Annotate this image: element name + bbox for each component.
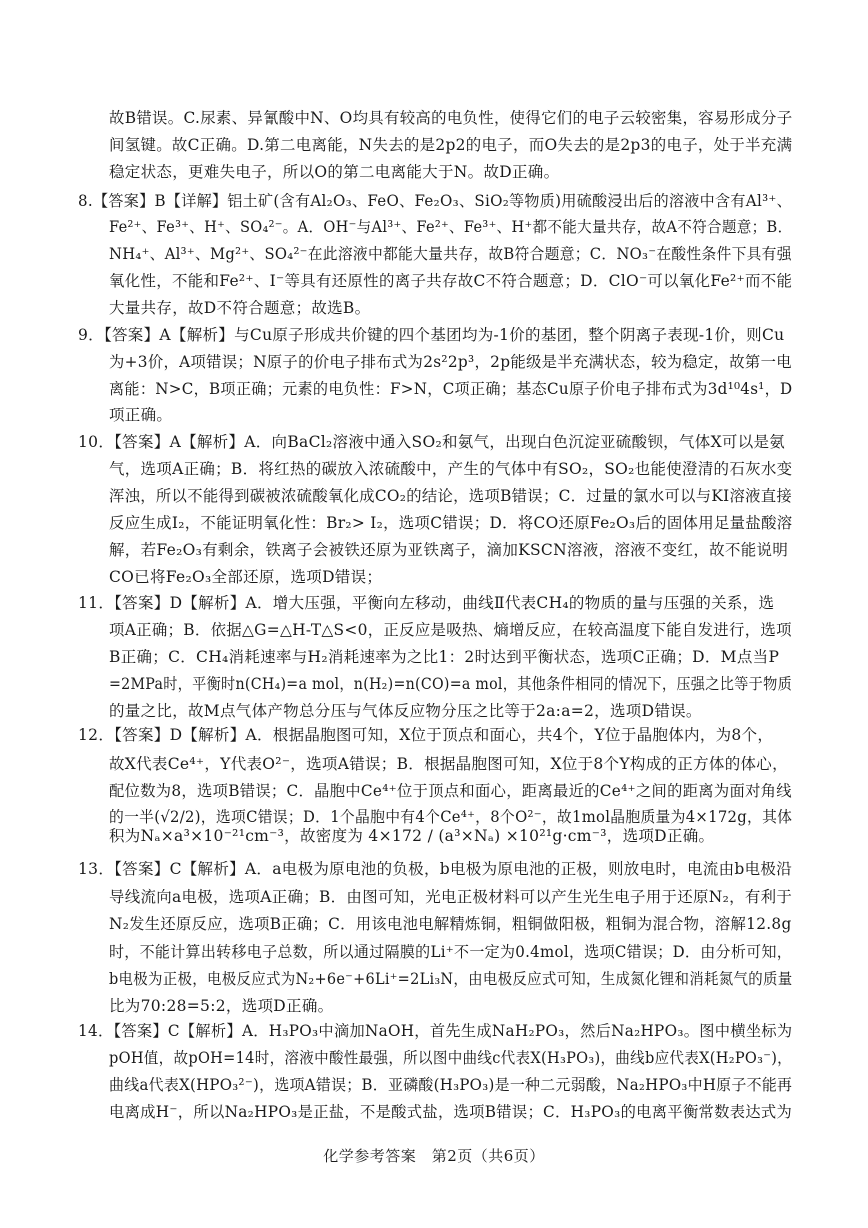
text-line: 导线流向a电极，选项A正确；B．由图可知，光电正极材料可以产生光生电子用于还原N₂，有利于: [109, 888, 793, 906]
text-line: 气，选项A正确；B．将红热的碳放入浓硫酸中，产生的气体中有SO₂，SO₂也能使澄清的石灰水变: [109, 460, 793, 478]
text-line: 氧化性，不能和Fe²⁺、I⁻等具有还原性的离子共存故C不符合题意；D．ClO⁻可以氧化Fe²⁺而不能: [109, 272, 793, 290]
text-line: 14．【答案】C【解析】A．H₃PO₃中滴加NaOH，首先生成NaH₂PO₃，然后Na₂HPO₃。图中横坐标为: [78, 1022, 793, 1040]
text-line: CO已将Fe₂O₃全部还原，选项D错误；: [109, 568, 383, 586]
text-line: 故B错误。C.尿素、异氰酸中N、O均具有较高的电负性，使得它们的电子云较密集，容易形成分子: [109, 109, 793, 127]
text-line: NH₄⁺、Al³⁺、Mg²⁺、SO₄²⁻在此溶液中都能大量共存，故B符合题意；C．NO₃⁻在酸性条件下具有强: [109, 245, 792, 263]
text-line: 故X代表Ce⁴⁺，Y代表O²⁻，选项A错误；B．根据晶胞图可知，X位于8个Y构成的正方体的体心，: [109, 755, 788, 773]
text-line: N₂发生还原反应，选项B正确；C．用该电池电解精炼铜，粗铜做阳极，粗铜为混合物，溶解12.8g: [109, 915, 792, 933]
text-line: 项正确。: [109, 406, 173, 424]
text-line: =2MPa时，平衡时n(CH₄)=a mol，n(H₂)=n(CO)=a mol，其他条件相同的情况下，压强之比等于物质: [109, 675, 793, 693]
text-line: 13．【答案】C【解析】A．a电极为原电池的负极，b电极为原电池的正极，则放电时，电流由b电极沿: [78, 860, 793, 878]
text-line: 12．【答案】D【解析】A．根据晶胞图可知，X位于顶点和面心，共4个，Y位于晶胞体内，为8个，: [78, 726, 774, 744]
text-line: 的量之比，故M点气体产物总分压与气体反应物分压之比等于2a:a=2，选项D错误。: [109, 702, 702, 720]
text-line: 反应生成I₂，不能证明氧化性：Br₂> I₂，选项C错误；D．将CO还原Fe₂O₃后的固体用足量盐酸溶: [109, 514, 793, 532]
text-line: 浑浊，所以不能得到碳被浓硫酸氧化成CO₂的结论，选项B错误；C．过量的氯水可以与KI溶液直接: [109, 487, 793, 505]
text-line: 曲线a代表X(HPO₃²⁻)，选项A错误；B．亚磷酸(H₃PO₃)是一种二元弱酸，Na₂HPO₃中H原子不能再: [109, 1076, 793, 1094]
text-line: 的一半(√2/2)，选项C错误；D．1个晶胞中有4个Ce⁴⁺，8个O²⁻，故1mol晶胞质量为4×172g，其体: [109, 808, 793, 826]
text-line: 比为70:28=5:2，选项D正确。: [109, 997, 334, 1015]
text-line: 时，不能计算出转移电子总数，所以通过隔膜的Li⁺不一定为0.4mol，选项C错误；D．由分析可知，: [109, 943, 793, 961]
text-line: 项A正确；B．依据△G=△H-T△S<0，正反应是吸热、熵增反应，在较高温度下能自发进行，选项: [109, 621, 792, 639]
text-line: 8.【答案】B【详解】铝土矿(含有Al₂O₃、FeO、Fe₂O₃、SiO₂等物质)用硫酸浸出后的溶液中含有Al³⁺、: [78, 192, 793, 210]
text-line: 9．【答案】A【解析】与Cu原子形成共价键的四个基团均为-1价的基团，整个阴离子表现-1价，则Cu: [78, 326, 785, 344]
text-line: 电离成H⁻，所以Na₂HPO₃是正盐，不是酸式盐，选项B错误；C．H₃PO₃的电离平衡常数表达式为: [109, 1103, 793, 1121]
text-line: 为+3价，A项错误；N原子的价电子排布式为2s²2p³，2p能级是半充满状态，较为稳定，故第一电: [109, 353, 792, 371]
text-line: 大量共存，故D不符合题意；故选B。: [109, 299, 371, 317]
text-line: 稳定状态，更难失电子，所以O的第二电离能大于N。故D正确。: [109, 163, 560, 181]
text-line: 间氢键。故C正确。D.第二电离能，N失去的是2p2的电子，而O失去的是2p3的电子，处于半充满: [109, 136, 793, 154]
text-line: 离能：N>C，B项正确；元素的电负性：F>N，C项正确；基态Cu原子价电子排布式为3d¹⁰4s¹，D: [109, 380, 793, 398]
text-line: B正确；C．CH₄消耗速率与H₂消耗速率为之比1：2时达到平衡状态，选项C正确；D．M点当P: [109, 648, 780, 666]
text-line: Fe²⁺、Fe³⁺、H⁺、SO₄²⁻。A．OH⁻与Al³⁺、Fe²⁺、Fe³⁺、H⁺都不能大量共存，故A不符合题意；B．: [109, 218, 793, 236]
text-line: 解，若Fe₂O₃有剩余，铁离子会被铁还原为亚铁离子，滴加KSCN溶液，溶液不变红，故不能说明: [109, 541, 789, 559]
text-line: b电极为正极，电极反应式为N₂+6e⁻+6Li⁺=2Li₃N，由电极反应式可知，生成氮化锂和消耗氮气的质量: [109, 970, 793, 988]
text-line: 积为Nₐ×a³×10⁻²¹cm⁻³，故密度为 4×172 / (a³×Nₐ) ×10²¹g·cm⁻³，选项D正确。: [109, 827, 715, 845]
page-footer: 化学参考答案 第2页（共6页）: [323, 1147, 545, 1165]
text-line: pOH值，故pOH=14时，溶液中酸性最强，所以图中曲线c代表X(H₃PO₃)，曲线b应代表X(H₂PO₃⁻)，: [109, 1049, 793, 1067]
text-line: 10．【答案】A【解析】A．向BaCl₂溶液中通入SO₂和氨气，出现白色沉淀亚硫酸钡，气体X可以是氨: [78, 433, 786, 451]
text-line: 11．【答案】D【解析】A．增大压强，平衡向左移动，曲线Ⅱ代表CH₄的物质的量与压强的关系，选: [78, 594, 775, 612]
text-line: 配位数为8，选项B错误；C．晶胞中Ce⁴⁺位于顶点和面心，距离最近的Ce⁴⁺之间的距离为面对角线: [109, 782, 792, 800]
